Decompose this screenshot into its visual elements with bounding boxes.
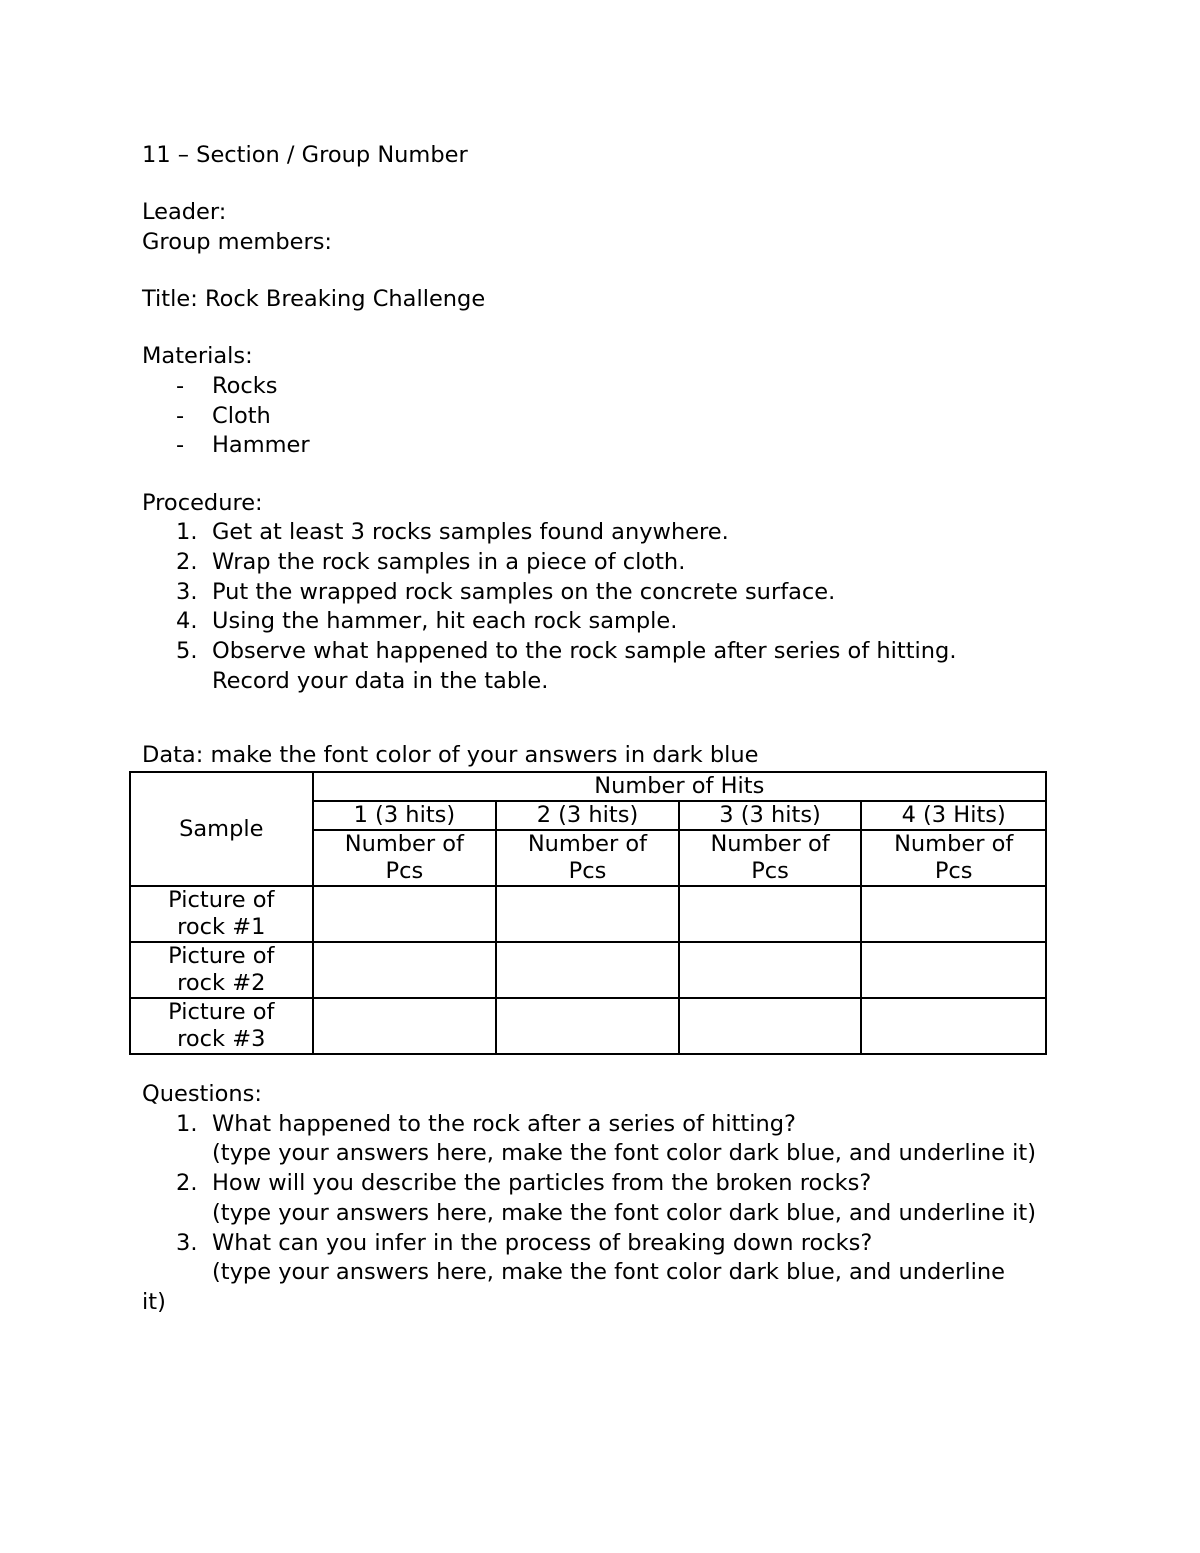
questions-heading: Questions: xyxy=(142,1081,262,1107)
leader-label: Leader: xyxy=(142,199,227,226)
number-of-hits-header: Number of Hits xyxy=(313,772,1046,801)
list-item: - Rocks xyxy=(142,372,1052,402)
question-text: What can you infer in the process of breaking down rocks? xyxy=(212,1229,873,1256)
list-item: 3. What can you infer in the process of breaking down rocks? (type your answers here, make the font color dark blue, and underline xyxy=(142,1229,1052,1288)
answer-instruction[interactable]: (type your answers here, make the font color dark blue, and underline it) xyxy=(212,1140,1036,1167)
questions-section xyxy=(142,1080,1052,1318)
table-row xyxy=(130,886,1046,942)
sample-header: Sample xyxy=(130,772,313,886)
list-item: 1. Get at least 3 rocks samples found anywhere. xyxy=(176,519,729,546)
hit-column-header: 4 (3 Hits) xyxy=(861,801,1046,830)
answer-instruction[interactable]: (type your answers here, make the font color dark blue, and underline xyxy=(212,1259,1005,1286)
list-item: 3. Put the wrapped rock samples on the concrete surface. xyxy=(176,578,836,605)
hit-column-header: 2 (3 hits) xyxy=(496,801,679,830)
list-item: - Cloth xyxy=(142,402,1052,432)
bullet-dash: - xyxy=(176,402,185,429)
answer-cell[interactable] xyxy=(679,886,862,942)
answer-cell[interactable] xyxy=(496,942,679,998)
procedure-heading: Procedure: xyxy=(142,489,263,516)
answer-cell[interactable] xyxy=(861,886,1046,942)
worksheet-title: Title: Rock Breaking Challenge xyxy=(142,286,486,313)
procedure-list xyxy=(142,518,1052,696)
sample-cell: Picture of rock #3 xyxy=(130,998,313,1054)
materials-list xyxy=(142,372,1052,461)
table-row xyxy=(130,998,1046,1054)
pcs-column-header: Number of Pcs xyxy=(861,830,1046,886)
data-table xyxy=(129,771,1047,1055)
section-group-line: 11 – Section / Group Number xyxy=(142,142,468,168)
materials-heading: Materials: xyxy=(142,343,253,370)
pcs-column-header: Number of Pcs xyxy=(679,830,862,886)
list-item: 2. Wrap the rock samples in a piece of cloth. xyxy=(176,548,686,575)
hit-column-header: 3 (3 hits) xyxy=(679,801,862,830)
worksheet-page xyxy=(142,141,1052,771)
answer-cell[interactable] xyxy=(313,998,497,1054)
question-text: How will you describe the particles from the broken rocks? xyxy=(212,1170,872,1197)
table-row xyxy=(130,942,1046,998)
pcs-column-header: Number of Pcs xyxy=(496,830,679,886)
bullet-dash: - xyxy=(176,372,185,399)
question-text: What happened to the rock after a series of hitting? xyxy=(212,1110,796,1137)
list-item: 4. Using the hammer, hit each rock sample. xyxy=(176,608,678,635)
questions-list xyxy=(142,1110,1052,1318)
answer-cell[interactable] xyxy=(313,942,497,998)
answer-instruction-tail: it) xyxy=(142,1288,166,1315)
answer-cell[interactable] xyxy=(496,886,679,942)
answer-cell[interactable] xyxy=(861,998,1046,1054)
sample-cell: Picture of rock #2 xyxy=(130,942,313,998)
pcs-column-header: Number of Pcs xyxy=(313,830,497,886)
group-members-label: Group members: xyxy=(142,228,333,255)
data-heading: Data: make the font color of your answers in dark blue xyxy=(142,742,759,769)
list-item: 2. How will you describe the particles from the broken rocks? (type your answers here, make the font color dark blue, and underline it) xyxy=(142,1169,1052,1228)
bullet-dash: - xyxy=(176,432,185,459)
list-item: 1. What happened to the rock after a series of hitting? (type your answers here, make the font color dark blue, and underline it) xyxy=(142,1110,1052,1169)
list-item: 5. Observe what happened to the rock sample after series of hitting. Record your data in the table. xyxy=(176,638,957,694)
hit-column-header: 1 (3 hits) xyxy=(313,801,497,830)
answer-cell[interactable] xyxy=(496,998,679,1054)
sample-cell: Picture of rock #1 xyxy=(130,886,313,942)
answer-cell[interactable] xyxy=(313,886,497,942)
answer-cell[interactable] xyxy=(679,942,862,998)
answer-cell[interactable] xyxy=(679,998,862,1054)
answer-cell[interactable] xyxy=(861,942,1046,998)
list-item: - Hammer xyxy=(142,431,1052,461)
answer-instruction[interactable]: (type your answers here, make the font color dark blue, and underline it) xyxy=(212,1199,1036,1226)
